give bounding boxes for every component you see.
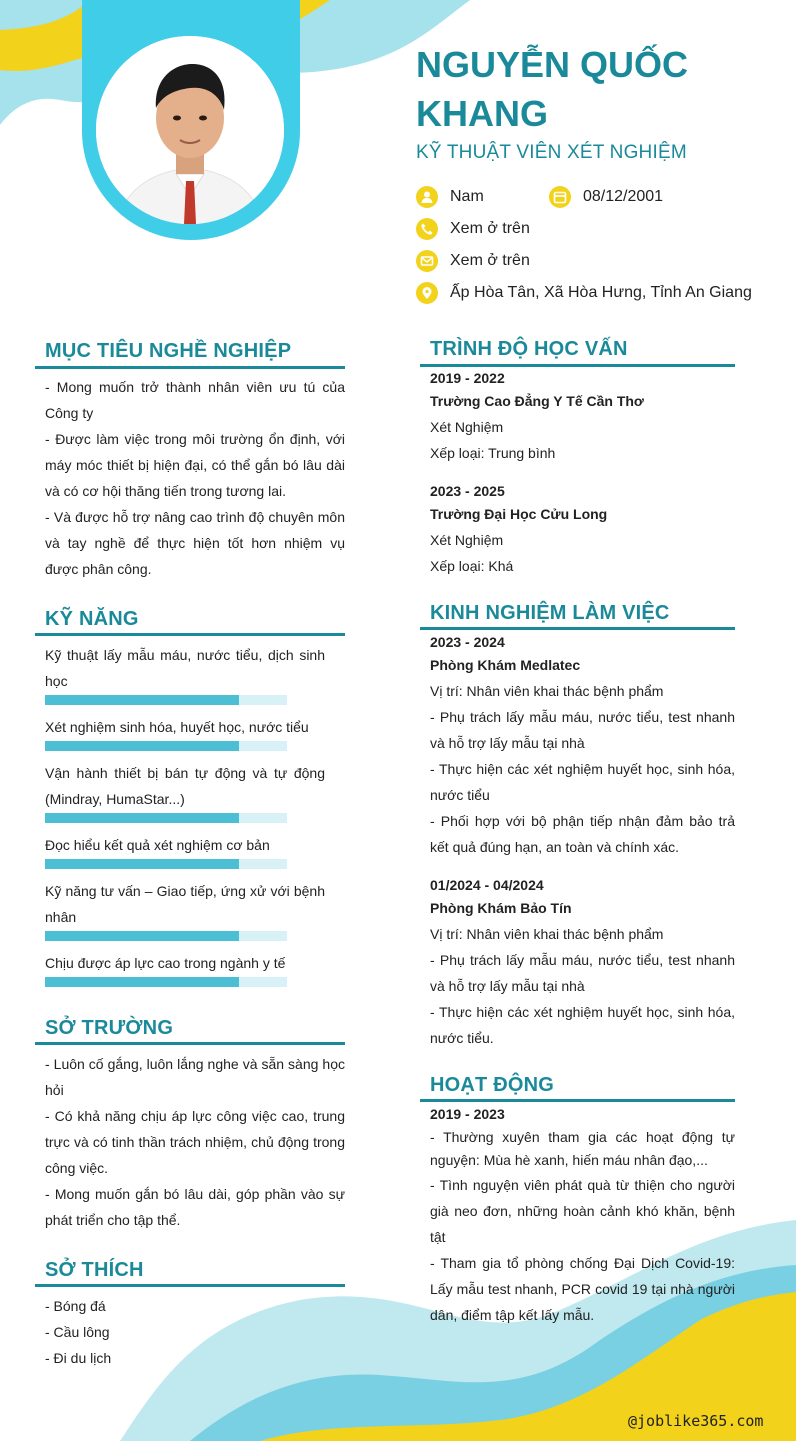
skill-bar xyxy=(45,813,287,823)
skill-bar xyxy=(45,695,287,705)
strengths-text xyxy=(45,1051,345,1233)
candidate-name: NGUYỄN QUỐC KHANG xyxy=(416,44,689,134)
hobbies-text xyxy=(45,1293,345,1371)
experience-task: - Phụ trách lấy mẫu máu, nước tiểu, test nhanh và hỗ trợ lấy mẫu tại nhà xyxy=(430,952,735,994)
skill-bar-fill xyxy=(45,931,239,941)
education-entry xyxy=(430,368,735,466)
skills-heading: KỸ NĂNG xyxy=(45,608,139,630)
experience-entry xyxy=(430,632,735,860)
skill-item xyxy=(45,878,325,941)
calendar-icon xyxy=(549,186,571,208)
skill-bar-fill xyxy=(45,977,239,987)
skill-bar-fill xyxy=(45,741,239,751)
experience-period: 2023 - 2024 xyxy=(430,634,505,650)
experience-entry xyxy=(430,875,735,1051)
location-pin-icon xyxy=(416,282,438,304)
birthdate-value: 08/12/2001 xyxy=(583,188,664,205)
skill-bar xyxy=(45,859,287,869)
education-heading: TRÌNH ĐỘ HỌC VẤN xyxy=(430,338,628,360)
education-rank: Xếp loại: Khá xyxy=(430,558,514,574)
person-icon xyxy=(416,186,438,208)
activity-line: - Thường xuyên tham gia các hoạt động tự nguyện: Mùa hè xanh, hiến máu nhân đạo,... xyxy=(430,1129,735,1168)
activity-line: - Tình nguyện viên phát quà từ thiện cho người già neo đơn, những hoàn cảnh khó khăn, bệnh tật xyxy=(430,1177,735,1245)
skill-bar-fill xyxy=(45,813,239,823)
objective-divider xyxy=(35,366,345,369)
hobbies-heading: SỞ THÍCH xyxy=(45,1259,144,1281)
skill-name: Vận hành thiết bị bán tự động và tự động (Mindray, HumaStar...) xyxy=(45,765,325,807)
phone-info xyxy=(416,218,530,240)
skill-name: Kỹ năng tư vấn – Giao tiếp, ứng xử với bệnh nhân xyxy=(45,883,325,925)
experience-period: 01/2024 - 04/2024 xyxy=(430,877,544,893)
experience-company: Phòng Khám Bảo Tín xyxy=(430,900,572,916)
strength-line: - Luôn cố gắng, luôn lắng nghe và sẵn sàng học hỏi xyxy=(45,1056,345,1098)
education-rank: Xếp loại: Trung bình xyxy=(430,445,556,461)
hobby-line: - Đi du lịch xyxy=(45,1350,112,1366)
experience-task: - Thực hiện các xét nghiệm huyết học, sinh hóa, nước tiểu xyxy=(430,761,735,803)
hobbies-divider xyxy=(35,1284,345,1287)
skill-item xyxy=(45,642,325,705)
gender-info xyxy=(416,186,484,208)
education-major: Xét Nghiệm xyxy=(430,419,504,435)
education-period: 2019 - 2022 xyxy=(430,370,505,386)
education-period: 2023 - 2025 xyxy=(430,483,505,499)
hobby-line: - Bóng đá xyxy=(45,1298,106,1314)
phone-icon xyxy=(416,218,438,240)
skill-bar xyxy=(45,931,287,941)
skills-divider xyxy=(35,633,345,636)
address-info xyxy=(416,282,752,304)
experience-task: - Phối hợp với bộ phận tiếp nhận đảm bảo trả kết quả đúng hạn, an toàn và chính xác. xyxy=(430,813,735,855)
objective-line: - Và được hỗ trợ nâng cao trình độ chuyên môn và tay nghề để thực hiện tốt hơn nhiệm vụ được phân công. xyxy=(45,509,345,577)
education-school: Trường Đại Học Cửu Long xyxy=(430,506,608,522)
education-entry xyxy=(430,481,735,579)
birthdate-info xyxy=(549,186,663,208)
experience-task: - Phụ trách lấy mẫu máu, nước tiểu, test nhanh và hỗ trợ lấy mẫu tại nhà xyxy=(430,709,735,751)
profile-photo xyxy=(96,36,284,224)
skill-item xyxy=(45,950,325,987)
objective-text xyxy=(45,374,345,582)
skill-name: Chịu được áp lực cao trong ngành y tế xyxy=(45,955,286,971)
skill-item xyxy=(45,714,325,751)
hobby-line: - Cầu lông xyxy=(45,1324,110,1340)
skill-item xyxy=(45,832,325,869)
activities-entry xyxy=(430,1104,735,1328)
job-title: KỸ THUẬT VIÊN XÉT NGHIỆM xyxy=(416,142,687,163)
address-value: Ấp Hòa Tân, Xã Hòa Hưng, Tỉnh An Giang xyxy=(450,284,752,301)
experience-heading: KINH NGHIỆM LÀM VIỆC xyxy=(430,602,670,624)
objective-heading: MỤC TIÊU NGHỀ NGHIỆP xyxy=(45,340,292,362)
activity-line: - Tham gia tổ phòng chống Đại Dịch Covid-19: Lấy mẫu test nhanh, PCR covid 19 tại nhà người dân, điểm tập kết lấy mẫu. xyxy=(430,1255,735,1323)
activities-period: 2019 - 2023 xyxy=(430,1106,505,1122)
email-value: Xem ở trên xyxy=(450,252,530,269)
experience-position: Vị trí: Nhân viên khai thác bệnh phẩm xyxy=(430,683,664,699)
avatar-portrait xyxy=(96,36,284,224)
strengths-heading: SỞ TRƯỜNG xyxy=(45,1017,174,1039)
education-school: Trường Cao Đẳng Y Tế Cần Thơ xyxy=(430,393,644,409)
email-info xyxy=(416,250,530,272)
skill-bar xyxy=(45,977,287,987)
objective-line: - Được làm việc trong môi trường ổn định, với máy móc thiết bị hiện đại, có thể gắn bó lâu dài và có cơ hội thăng tiến trong tương lai. xyxy=(45,431,345,499)
activities-heading: HOẠT ĐỘNG xyxy=(430,1074,555,1096)
education-divider xyxy=(420,364,735,367)
skill-name: Đọc hiểu kết quả xét nghiệm cơ bản xyxy=(45,837,270,853)
strength-line: - Có khả năng chịu áp lực công việc cao, trung trực và có tinh thần trách nhiệm, chủ động trong công việc. xyxy=(45,1108,345,1176)
experience-task: - Thực hiện các xét nghiệm huyết học, sinh hóa, nước tiểu. xyxy=(430,1004,735,1046)
experience-company: Phòng Khám Medlatec xyxy=(430,657,581,673)
experience-position: Vị trí: Nhân viên khai thác bệnh phẩm xyxy=(430,926,664,942)
skill-bar-fill xyxy=(45,695,239,705)
strength-line: - Mong muốn gắn bó lâu dài, góp phần vào sự phát triển cho tập thể. xyxy=(45,1186,345,1228)
education-major: Xét Nghiệm xyxy=(430,532,504,548)
phone-value: Xem ở trên xyxy=(450,220,530,237)
experience-divider xyxy=(420,627,735,630)
skill-bar xyxy=(45,741,287,751)
skill-name: Xét nghiệm sinh hóa, huyết học, nước tiểu xyxy=(45,719,309,735)
strengths-divider xyxy=(35,1042,345,1045)
skill-name: Kỹ thuật lấy mẫu máu, nước tiểu, dịch sinh học xyxy=(45,647,325,689)
skill-bar-fill xyxy=(45,859,239,869)
skill-item xyxy=(45,760,325,823)
gender-value: Nam xyxy=(450,188,484,205)
mail-icon xyxy=(416,250,438,272)
objective-line: - Mong muốn trở thành nhân viên ưu tú của Công ty xyxy=(45,379,345,421)
activities-divider xyxy=(420,1099,735,1102)
watermark: @joblike365.com xyxy=(628,1412,764,1430)
